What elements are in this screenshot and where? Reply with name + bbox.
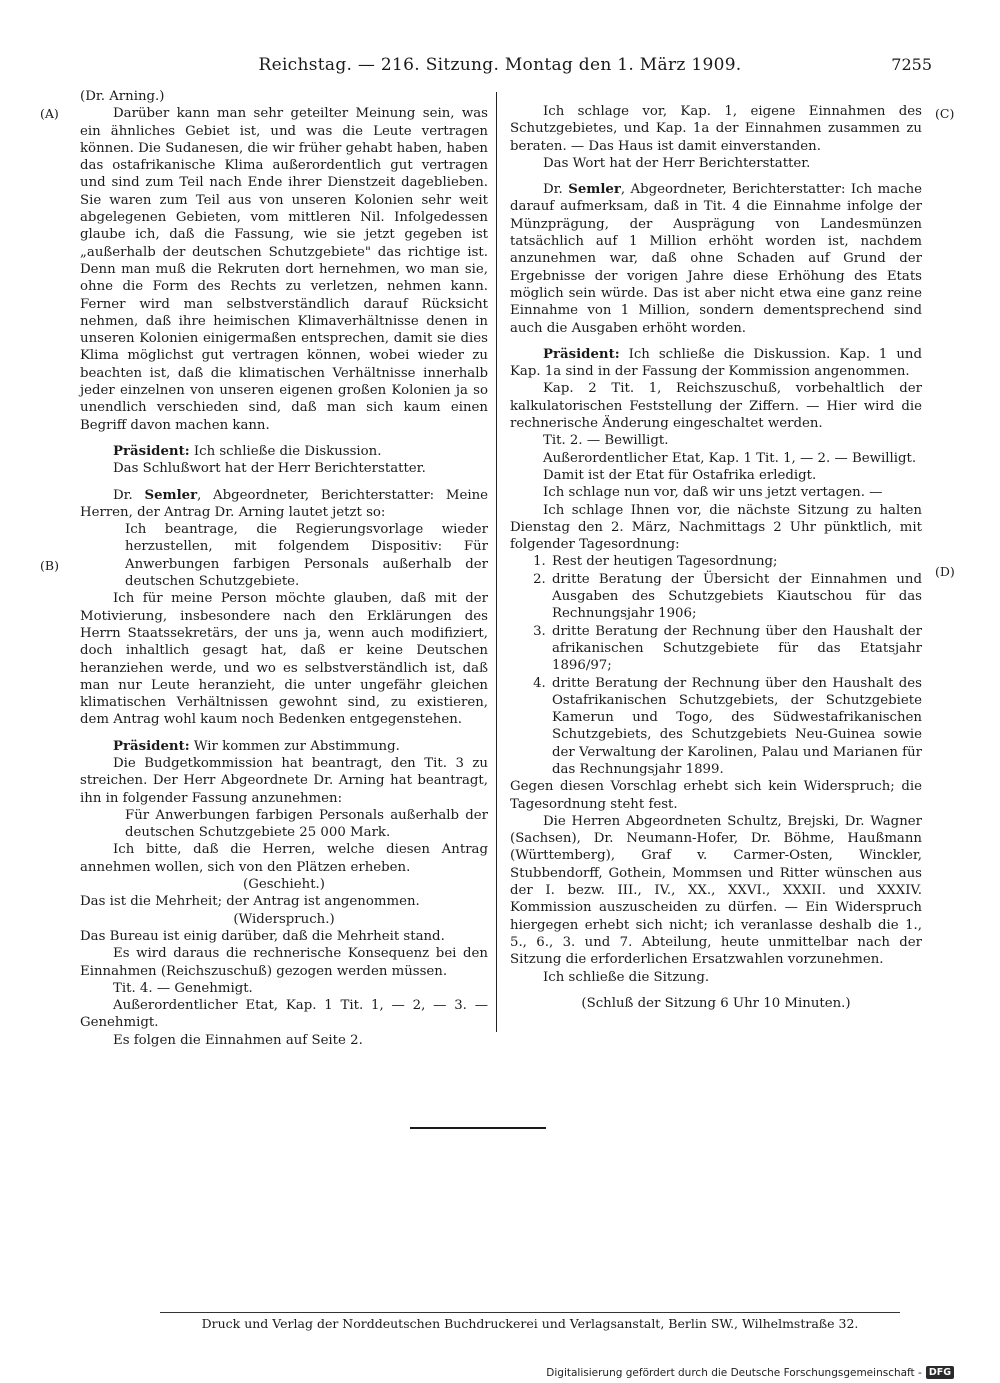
paragraph: Tit. 4. — Genehmigt. <box>113 980 253 996</box>
paragraph: Die Budgetkommission hat beantragt, den Tit. 3 zu streichen. Der Herr Abgeordnete Dr. Arning hat beantragt, ihn in folgender Fassung anzunehmen: <box>80 755 488 806</box>
paragraph: Außerordentlicher Etat, Kap. 1 Tit. 1, — 2, — 3. — Genehmigt. <box>80 998 488 1031</box>
paragraph: Kap. 2 Tit. 1, Reichszuschuß, vorbehaltlich der kalkulatorischen Feststellung der Ziffern. — Hier wird die rechnerische Änderung eingeschaltet werden. <box>510 381 922 432</box>
column-divider <box>496 92 497 1032</box>
stage-direction: (Widerspruch.) <box>233 911 335 927</box>
paragraph: Es folgen die Einnahmen auf Seite 2. <box>113 1032 363 1048</box>
closing-note: (Schluß der Sitzung 6 Uhr 10 Minuten.) <box>581 995 851 1011</box>
speaker-label: Präsident: <box>113 738 190 754</box>
speaker-name: Semler <box>144 487 198 503</box>
paragraph: Dr. Semler, Abgeordneter, Berichterstatter: Meine Herren, der Antrag Dr. Arning lautet jetzt so: <box>80 487 489 520</box>
right-column <box>510 103 922 1012</box>
margin-marker-b: (B) <box>40 558 59 573</box>
agenda-item: 1. Rest der heutigen Tagesordnung; <box>550 553 922 570</box>
paragraph: Das Bureau ist einig darüber, daß die Mehrheit stand. <box>80 928 445 944</box>
paragraph: Ich schlage vor, Kap. 1, eigene Einnahmen des Schutzgebietes, und Kap. 1a der Einnahmen zusammen zu beraten. — Das Haus ist damit einverstanden. <box>510 104 922 154</box>
agenda-item: 3. dritte Beratung der Rechnung über den Haushalt der afrikanischen Schutzgebiete für das Etatsjahr 1896/97; <box>550 623 922 675</box>
paragraph: Dr. Semler, Abgeordneter, Berichterstatter: Ich mache darauf aufmerksam, daß in Tit. 4 die Einnahme infolge der Münzprägung, der Ausprägung von Landesmünzen tatsächlich auf 1 Million erhöht worden ist, nachdem anzunehmen war, daß ohne Schaden auf Grund der Ergebnisse der vorigen Jahre diese Erhöhung des Etats möglich sein würde. Das ist aber nicht etwa eine ganz reine Einnahme von 1 Million, sondern dementsprechend sind auch die Ausgaben erhöht worden. <box>510 182 923 336</box>
paragraph: Das Schlußwort hat der Herr Berichterstatter. <box>113 461 426 477</box>
paragraph: Ich schließe die Sitzung. <box>543 969 710 985</box>
quoted-motion: Ich beantrage, die Regierungsvorlage wieder herzustellen, mit folgendem Dispositiv: Für Anwerbungen farbigen Personals außerhalb der deutschen Schutzgebiete. <box>125 522 488 590</box>
paragraph: Das ist die Mehrheit; der Antrag ist angenommen. <box>80 894 420 910</box>
margin-marker-d: (D) <box>935 564 955 579</box>
paragraph: Das Wort hat der Herr Berichterstatter. <box>543 155 811 171</box>
left-column <box>80 88 488 1049</box>
quoted-motion: Für Anwerbungen farbigen Personals außerhalb der deutschen Schutzgebiete 25 000 Mark. <box>125 807 488 841</box>
paragraph: Gegen diesen Vorschlag erhebt sich kein Widerspruch; die Tagesordnung steht fest. <box>510 779 922 812</box>
paragraph: Ich schlage nun vor, daß wir uns jetzt vertagen. — <box>543 485 883 501</box>
paragraph: Präsident: Ich schließe die Diskussion. Kap. 1 und Kap. 1a sind in der Fassung der Kommission angenommen. <box>510 346 922 380</box>
credit-text: Digitalisierung gefördert durch die Deutsche Forschungsgemeinschaft - <box>546 1366 922 1379</box>
imprint: Druck und Verlag der Norddeutschen Buchdruckerei und Verlagsanstalt, Berlin SW., Wilhelmstraße 32. <box>201 1316 859 1331</box>
digitization-credit <box>546 1366 954 1379</box>
paragraph: Ich bitte, daß die Herren, welche diesen Antrag annehmen wollen, sich von den Plätzen erheben. <box>80 842 488 875</box>
speaker-label: Präsident: <box>113 443 190 459</box>
paragraph: Präsident: Wir kommen zur Abstimmung. <box>113 738 400 754</box>
running-title: Reichstag. — 216. Sitzung. Montag den 1. März 1909. <box>258 55 742 75</box>
dfg-logo-icon: DFG <box>926 1366 954 1379</box>
agenda-list <box>510 553 922 778</box>
margin-marker-c: (C) <box>935 106 955 121</box>
paragraph: Damit ist der Etat für Ostafrika erledigt. <box>543 467 817 483</box>
paragraph: Darüber kann man sehr geteilter Meinung sein, was ein ähnliches Gebiet ist, und was die Leute vertragen können. Die Sudanesen, die wir früher gehabt haben, haben das ostafrikanische Klima außerordentlich gut vertragen und sind zum Teil nach Ende ihrer Dienstzeit dageblieben. Sie waren zum Teil aus von unseren Kolonien sehr weit abgelegenen Gebieten, vom mittleren Nil. Infolgedessen glaube ich, daß die Fassung, wie sie jetzt gegeben ist „außerhalb der deutschen Schutzgebiete" das richtige ist. Denn man muß die Rekruten dort hernehmen, wo man sie, ohne die Form des Rechts zu verletzen, nehmen kann. Ferner wird man selbstverständlich darauf Rücksicht nehmen, daß ihre heimischen Klimaverhältnisse denen in unseren Kolonien einigermaßen entsprechen, damit sie dies Klima möglichst gut vertragen können, wobei wieder zu beachten ist, daß die klimatischen Verhältnisse innerhalb jeder einzelnen von unseren eigenen großen Kolonien ja so unendlich verschieden sind, daß man sich kaum einen Begriff davon machen kann. <box>80 106 488 433</box>
margin-marker-a: (A) <box>40 106 59 121</box>
speaker-name: Semler <box>568 182 621 198</box>
speaker-tag: (Dr. Arning.) <box>80 89 165 104</box>
section-rule <box>410 1127 546 1129</box>
agenda-item: 4. dritte Beratung der Rechnung über den Haushalt des Ostafrikanischen Schutzgebiets, der Schutzgebiete Kamerun und Togo, des Südwestafrikanischen Schutzgebiets, des Schutzgebiets Neu-Guinea sowie der Verwaltung der Karolinen, Palau und Marianen für das Rechnungsjahr 1899. <box>550 675 922 779</box>
agenda-item: 2. dritte Beratung der Übersicht der Einnahmen und Ausgaben des Schutzgebiets Kiautschou für das Rechnungsjahr 1906; <box>550 571 922 623</box>
page-number: 7255 <box>891 55 932 74</box>
paragraph: Die Herren Abgeordneten Schultz, Brejski, Dr. Wagner (Sachsen), Dr. Neumann-Hofer, Dr. Böhme, Haußmann (Württemberg), Graf v. Carmer-Osten, Winckler, Stubbendorff, Gothein, Mommsen und Ritter wünschen aus der I. bezw. III., IV., XX., XXVI., XXXII. und XXXIV. Kommission auszuscheiden zu dürfen. — Ein Widerspruch hiergegen erhebt sich nicht; ich veranlasse deshalb die 1., 5., 6., 3. und 7. Abteilung, heute unmittelbar nach der Sitzung die erforderlichen Ersatzwahlen vorzunehmen. <box>510 813 922 968</box>
speaker-label: Präsident: <box>543 346 620 362</box>
paragraph: Präsident: Ich schließe die Diskussion. <box>113 443 382 459</box>
paragraph: Es wird daraus die rechnerische Konsequenz bei den Einnahmen (Reichszuschuß) gezogen werden müssen. <box>80 946 488 979</box>
footer-rule <box>160 1312 900 1313</box>
paragraph: Außerordentlicher Etat, Kap. 1 Tit. 1, — 2. — Bewilligt. <box>543 450 917 466</box>
paragraph: Ich schlage Ihnen vor, die nächste Sitzung zu halten Dienstag den 2. März, Nachmittags 2 Uhr pünktlich, mit folgender Tagesordnung: <box>510 502 922 553</box>
page-header <box>0 55 1000 81</box>
paragraph: Ich für meine Person möchte glauben, daß mit der Motivierung, insbesondere nach den Erklärungen des Herrn Staatssekretärs, der uns ja, wenn auch modifiziert, doch inhaltlich gesagt hat, daß er keine Deutschen heranziehen werde, und wo es selbstverständlich ist, daß man nur Leute heranzieht, die unter ungefähr gleichen klimatischen Verhältnissen gewohnt sind, zu existieren, dem Antrag wohl kaum noch Bedenken entgegenstehen. <box>80 591 488 728</box>
stage-direction: (Geschieht.) <box>243 877 325 893</box>
paragraph: Tit. 2. — Bewilligt. <box>543 433 669 449</box>
